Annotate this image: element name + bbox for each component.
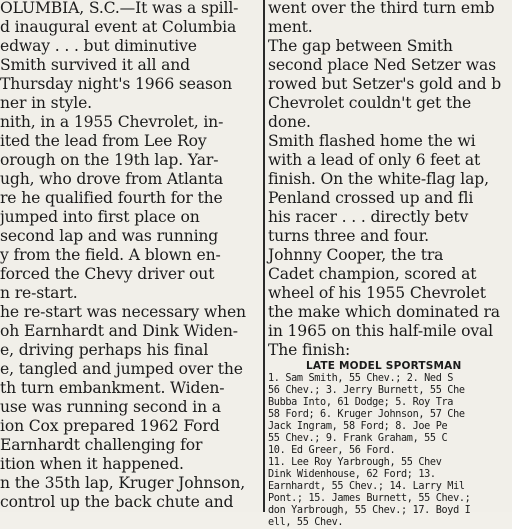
text-line: turns three and four. [268, 227, 429, 245]
text-line: The finish: [268, 341, 351, 359]
text-line: ition when it happened. [0, 455, 184, 473]
text-line: done. [268, 113, 311, 131]
results-line: Jack Ingram, 58 Ford; 8. Joe Pe [268, 421, 448, 432]
text-line: ner in style. [0, 94, 92, 112]
results-line: Dink Widenhouse, 62 Ford; 13. [268, 469, 436, 480]
text-line: ion Cox prepared 1962 Ford [0, 417, 220, 435]
text-line: use was running second in a [0, 398, 221, 416]
results-line: 11. Lee Roy Yarbrough, 55 Chev [268, 457, 442, 468]
text-line: control up the back chute and [0, 493, 234, 511]
text-line: nith, in a 1955 Chevrolet, in- [0, 113, 224, 131]
text-line: d inaugural event at Columbia [0, 18, 237, 36]
text-line: y from the field. A blown en- [0, 246, 221, 264]
text-line: jumped into first place on [0, 208, 200, 226]
text-line: e, driving perhaps his final [0, 341, 209, 359]
text-line: Smith flashed home the wi [268, 132, 476, 150]
results-heading: LATE MODEL SPORTSMAN [306, 360, 462, 372]
text-line: The gap between Smith [268, 37, 453, 55]
results-line: 58 Ford; 6. Kruger Johnson, 57 Che [268, 409, 465, 420]
text-line: oh Earnhardt and Dink Widen- [0, 322, 238, 340]
text-line: Earnhardt challenging for [0, 436, 203, 454]
text-line: second place Ned Setzer was [268, 56, 496, 74]
text-line: Chevrolet couldn't get the [268, 94, 472, 112]
text-line: forced the Chevy driver out [0, 265, 215, 283]
text-line: rowed but Setzer's gold and b [268, 75, 502, 93]
results-line: 1. Sam Smith, 55 Chev.; 2. Ned S [268, 373, 454, 384]
text-line: in 1965 on this half-mile oval [268, 322, 494, 340]
text-line: ment. [268, 18, 313, 36]
results-line: ell, 55 Chev. [268, 517, 344, 528]
text-line: Smith survived it all and [0, 56, 191, 74]
text-line: Penland crossed up and fli [268, 189, 474, 207]
text-line: n the 35th lap, Kruger Johnson, [0, 474, 246, 492]
text-line: orough on the 19th lap. Yar- [0, 151, 219, 169]
results-line: Pont.; 15. James Burnett, 55 Chev.; [268, 493, 471, 504]
text-line: he re-start was necessary when [0, 303, 246, 321]
text-line: OLUMBIA, S.C.—It was a spill- [0, 0, 239, 17]
text-line: the make which dominated ra [268, 303, 500, 321]
text-line: finish. On the white-flag lap, [268, 170, 489, 188]
text-line: n re-start. [0, 284, 78, 302]
column-rule [263, 0, 265, 512]
text-line: went over the third turn emb [268, 0, 495, 17]
text-line: re he qualified fourth for the [0, 189, 223, 207]
text-line: Cadet champion, scored at [268, 265, 477, 283]
text-line: his racer . . . directly betv [268, 208, 469, 226]
results-line: Bubba Into, 61 Dodge; 5. Roy Tra [268, 397, 454, 408]
text-line: with a lead of only 6 feet at [268, 151, 481, 169]
text-line: second lap and was running [0, 227, 219, 245]
results-line: 10. Ed Greer, 56 Ford. [268, 445, 396, 456]
results-line: Earnhardt, 55 Chev.; 14. Larry Mil [268, 481, 465, 492]
article-column-right [268, 0, 512, 528]
text-line: ited the lead from Lee Roy [0, 132, 207, 150]
text-line: wheel of his 1955 Chevrolet [268, 284, 486, 302]
text-line: edway . . . but diminutive [0, 37, 197, 55]
results-line: 55 Chev.; 9. Frank Graham, 55 C [268, 433, 448, 444]
text-line: ugh, who drove from Atlanta [0, 170, 223, 188]
text-line: Johnny Cooper, the tra [268, 246, 444, 264]
article-column-left [0, 0, 258, 512]
text-line: th turn embankment. Widen- [0, 379, 225, 397]
results-line: don Yarbrough, 55 Chev.; 17. Boyd I [268, 505, 471, 516]
results-line: 56 Chev.; 3. Jerry Burnett, 55 Che [268, 385, 465, 396]
text-line: e, tangled and jumped over the [0, 360, 243, 378]
text-line: Thursday night's 1966 season [0, 75, 232, 93]
